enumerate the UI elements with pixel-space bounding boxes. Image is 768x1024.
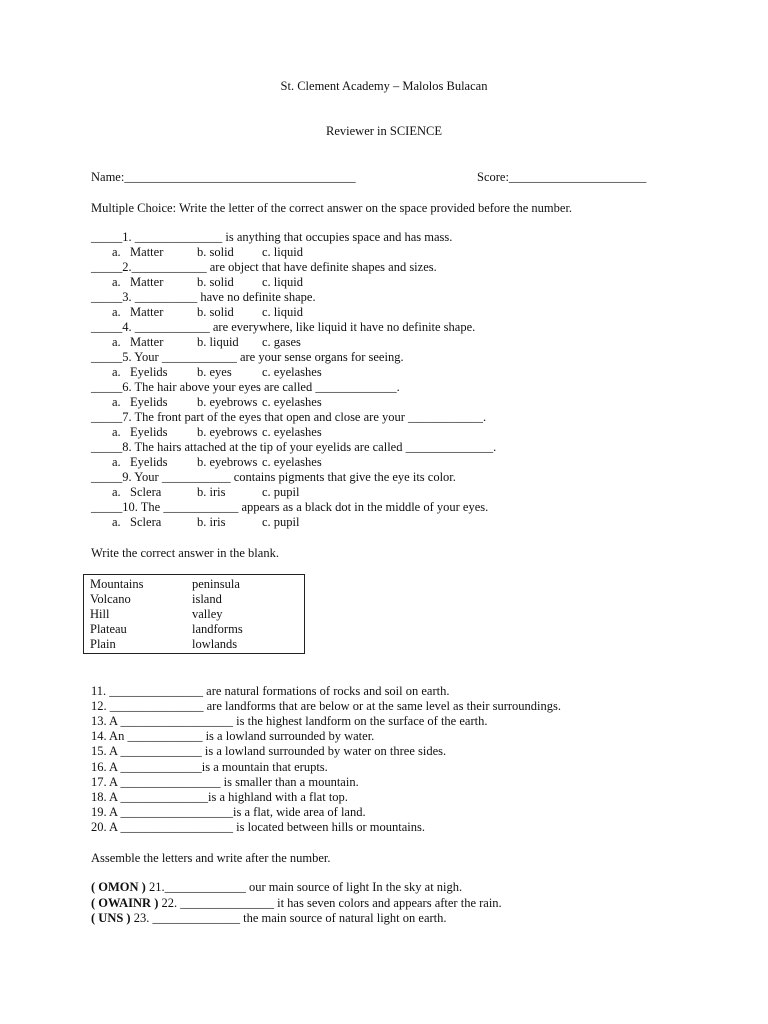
name-field: Name:_____________________________________ bbox=[91, 170, 356, 184]
mc-option: a. Matter bbox=[112, 275, 164, 289]
mc-question: _____1. ______________ is anything that occupies space and has mass. bbox=[91, 230, 453, 244]
word-box-term: Volcano bbox=[90, 592, 131, 606]
word-box-term: Mountains bbox=[90, 577, 144, 591]
mc-question: _____6. The hair above your eyes are called _____________. bbox=[91, 380, 400, 394]
mc-option: a. Matter bbox=[112, 245, 164, 259]
fill-blank-item: 13. A __________________ is the highest landform on the surface of the earth. bbox=[91, 714, 488, 729]
mc-option: c. liquid bbox=[262, 245, 303, 259]
assemble-item bbox=[91, 896, 502, 911]
score-field: Score:______________________ bbox=[477, 170, 647, 184]
assemble-item bbox=[91, 880, 462, 895]
word-box bbox=[83, 574, 305, 654]
mc-option: a. Sclera bbox=[112, 515, 162, 529]
mc-option: b. solid bbox=[197, 305, 234, 319]
mc-option: b. eyes bbox=[197, 365, 232, 379]
mc-option: c. eyelashes bbox=[262, 425, 322, 439]
mc-option: b. eyebrows bbox=[197, 455, 258, 469]
mc-option: b. eyebrows bbox=[197, 395, 258, 409]
mc-option: c. pupil bbox=[262, 485, 300, 499]
word-box-term: landforms bbox=[192, 622, 243, 636]
mc-option: a. Eyelids bbox=[112, 365, 168, 379]
mc-option: b. solid bbox=[197, 275, 234, 289]
scrambled-word: ( UNS ) bbox=[91, 911, 131, 925]
mc-option: b. solid bbox=[197, 245, 234, 259]
word-box-term: Plateau bbox=[90, 622, 127, 636]
word-box-term: Hill bbox=[90, 607, 110, 621]
mc-option: a. Sclera bbox=[112, 485, 162, 499]
mc-option: c. pupil bbox=[262, 515, 300, 529]
fill-blank-item: 18. A ______________is a highland with a flat top. bbox=[91, 789, 348, 804]
mc-option: a. Eyelids bbox=[112, 395, 168, 409]
mc-option: c. eyelashes bbox=[262, 395, 322, 409]
mc-option: b. eyebrows bbox=[197, 425, 258, 439]
fill-blank-item: 16. A _____________is a mountain that erupts. bbox=[91, 759, 328, 774]
assemble-text: 22. _______________ it has seven colors and appears after the rain. bbox=[158, 895, 502, 910]
worksheet-title: Reviewer in SCIENCE bbox=[326, 124, 442, 138]
fill-blank-item: 15. A _____________ is a lowland surrounded by water on three sides. bbox=[91, 744, 447, 759]
fill-blank-item: 11. _______________ are natural formations of rocks and soil on earth. bbox=[91, 684, 450, 698]
mc-option: c. gases bbox=[262, 335, 301, 349]
mc-option: c. eyelashes bbox=[262, 365, 322, 379]
mc-question: _____5. Your ____________ are your sense organs for seeing. bbox=[91, 350, 404, 364]
word-box-term: island bbox=[192, 592, 222, 606]
word-box-term: peninsula bbox=[192, 577, 240, 591]
fill-blank-item: 20. A __________________ is located between hills or mountains. bbox=[91, 819, 425, 834]
mc-option: a. Eyelids bbox=[112, 425, 168, 439]
mc-option: a. Eyelids bbox=[112, 455, 168, 469]
word-box-term: valley bbox=[192, 607, 223, 621]
fill-blank-item: 17. A ________________ is smaller than a mountain. bbox=[91, 774, 359, 789]
assemble-text: 23. ______________ the main source of natural light on earth. bbox=[130, 911, 447, 925]
mc-option: b. liquid bbox=[197, 335, 239, 349]
mc-option: b. iris bbox=[197, 515, 226, 529]
fill-blank-item: 12. _______________ are landforms that are below or at the same level as their surroundings. bbox=[91, 699, 562, 714]
mc-question: _____8. The hairs attached at the tip of your eyelids are called ______________. bbox=[91, 440, 497, 454]
mc-option: a. Matter bbox=[112, 335, 164, 349]
mc-option: c. liquid bbox=[262, 275, 303, 289]
mc-question: _____2.____________ are object that have definite shapes and sizes. bbox=[91, 260, 437, 274]
word-box-term: Plain bbox=[90, 637, 116, 651]
assemble-instructions: Assemble the letters and write after the number. bbox=[91, 851, 331, 865]
fill-blank-item: 14. An ____________ is a lowland surrounded by water. bbox=[91, 729, 375, 744]
school-name: St. Clement Academy – Malolos Bulacan bbox=[280, 79, 488, 93]
mc-question: _____7. The front part of the eyes that open and close are your ____________. bbox=[91, 410, 487, 424]
blank-instructions: Write the correct answer in the blank. bbox=[91, 546, 279, 560]
word-box-term: lowlands bbox=[192, 637, 238, 651]
mc-option: c. eyelashes bbox=[262, 455, 322, 469]
assemble-text: 21._____________ our main source of light In the sky at nigh. bbox=[145, 880, 463, 894]
scrambled-word: ( OWAINR ) bbox=[91, 895, 159, 910]
mc-question: _____3. __________ have no definite shape. bbox=[91, 290, 316, 304]
assemble-item bbox=[91, 911, 447, 926]
mc-instructions: Multiple Choice: Write the letter of the correct answer on the space provided before the number. bbox=[91, 201, 573, 215]
mc-question: _____9. Your ___________ contains pigments that give the eye its color. bbox=[91, 470, 456, 484]
fill-blank-item: 19. A __________________is a flat, wide area of land. bbox=[91, 804, 366, 819]
mc-question: _____4. ____________ are everywhere, like liquid it have no definite shape. bbox=[91, 320, 476, 334]
mc-option: c. liquid bbox=[262, 305, 303, 319]
mc-option: b. iris bbox=[197, 485, 226, 499]
mc-question: _____10. The ____________ appears as a black dot in the middle of your eyes. bbox=[91, 500, 489, 514]
scrambled-word: ( OMON ) bbox=[91, 880, 146, 894]
mc-option: a. Matter bbox=[112, 305, 164, 319]
